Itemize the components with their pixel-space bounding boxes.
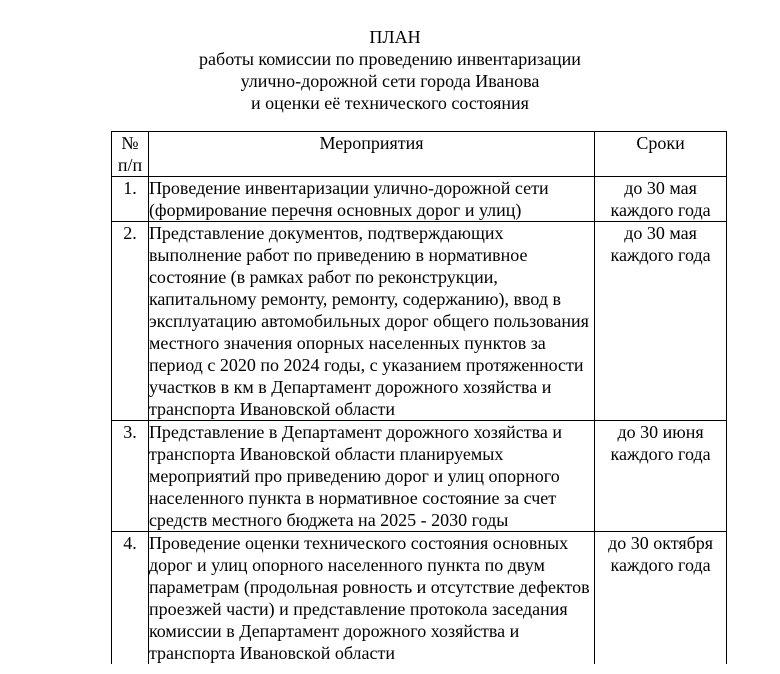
row-number: 3.: [112, 421, 149, 532]
table-header-row: [112, 132, 727, 177]
row-activity: Проведение оценки технического состояния основных дорог и улиц опорного населенного пункта по двум параметрам (продольная ровность и отсутствие дефектов проезжей части) и представление протокола заседания комиссии в Департамент дорожного хозяйства и транспорта Ивановской области: [148, 532, 594, 665]
table-row: [112, 532, 727, 665]
row-number: 1.: [112, 177, 149, 222]
table-row: [112, 177, 727, 222]
document-subtitle-line-2: улично-дорожной сети города Иванова: [240, 71, 540, 91]
row-term: до 30 мая каждого года: [595, 222, 727, 421]
column-header-activities: Мероприятия: [148, 132, 594, 177]
document-header: [0, 26, 780, 114]
row-term: до 30 октября каждого года: [595, 532, 727, 665]
row-number: 2.: [112, 222, 149, 421]
table-row: [112, 421, 727, 532]
row-number: 4.: [112, 532, 149, 665]
row-activity: Представление документов, подтверждающих выполнение работ по приведению в нормативное состояние (в рамках работ по реконструкции, капитальному ремонту, ремонту, содержанию), ввод в эксплуатацию автомобильных дорог общего пользования местного значения опорных населенных пунктов за период с 2020 по 2024 годы, с указанием протяженности участков в км в Департамент дорожного хозяйства и транспорта Ивановской области: [148, 222, 594, 421]
document-subtitle-line-1: работы комиссии по проведению инвентаризации: [199, 49, 581, 69]
row-term: до 30 мая каждого года: [595, 177, 727, 222]
document-title: ПЛАН: [369, 27, 421, 47]
row-term: до 30 июня каждого года: [595, 421, 727, 532]
plan-table: [111, 131, 727, 664]
column-header-terms: Сроки: [595, 132, 727, 177]
row-activity: Проведение инвентаризации улично-дорожной сети (формирование перечня основных дорог и улиц): [148, 177, 594, 222]
column-header-number: № п/п: [112, 132, 149, 177]
row-activity: Представление в Департамент дорожного хозяйства и транспорта Ивановской области планируемых мероприятий про приведению дорог и улиц опорного населенного пункта в нормативное состояние за счет средств местного бюджета на 2025 - 2030 годы: [148, 421, 594, 532]
table-row: [112, 222, 727, 421]
document-subtitle-line-3: и оценки её технического состояния: [251, 93, 529, 113]
